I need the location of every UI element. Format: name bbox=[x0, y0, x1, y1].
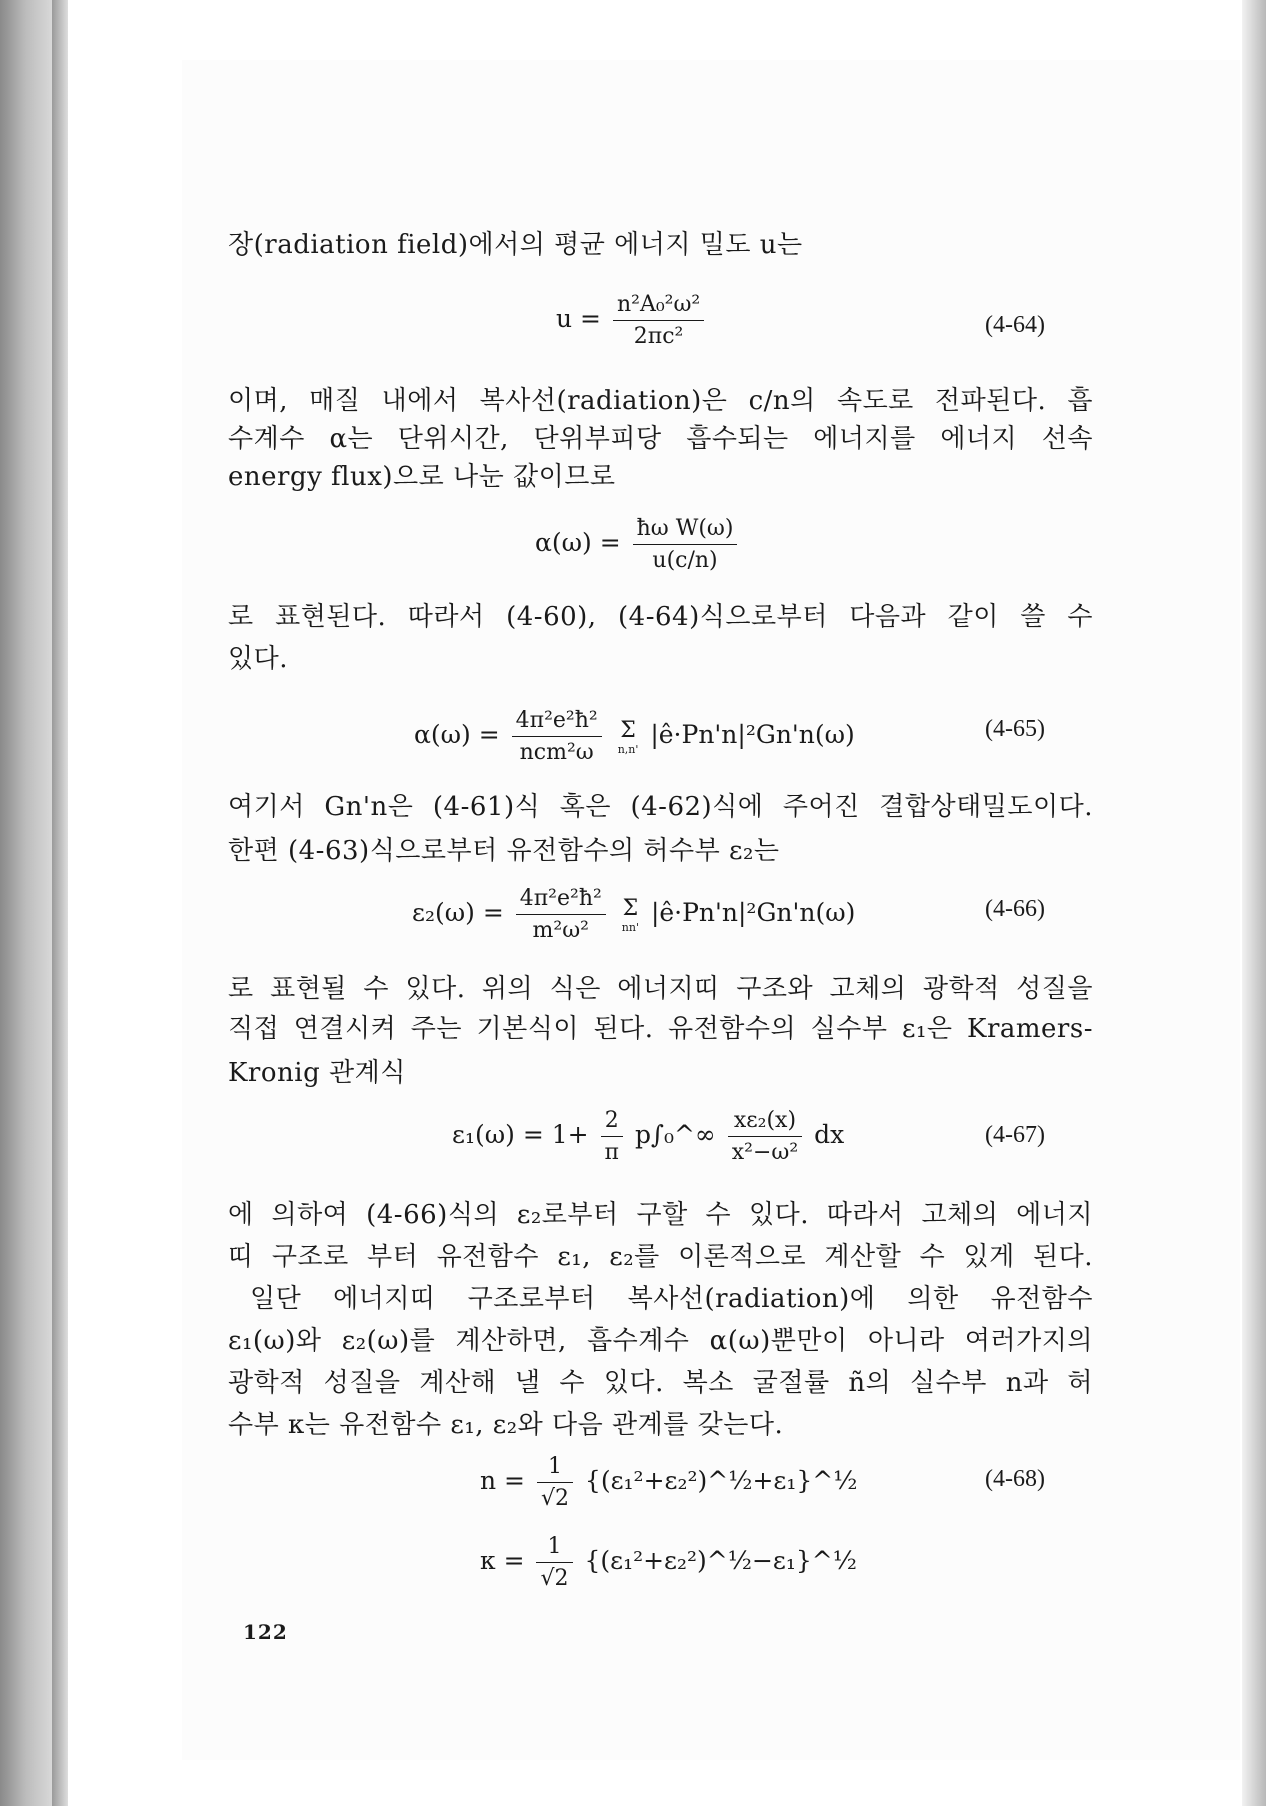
eq-lhs: ε₂(ω) = bbox=[412, 898, 504, 927]
eq-rhs: |ê·Pn'n|²Gn'n(ω) bbox=[650, 720, 855, 749]
text-line: ε₁(ω)와 ε₂(ω)를 계산하면, 흡수계수 α(ω)뿐만이 아니라 여러가지의 bbox=[228, 1326, 1093, 1356]
eq-fraction bbox=[613, 292, 704, 349]
equation-alpha bbox=[535, 516, 741, 573]
eq-rhs: {(ε₁²+ε₂²)^½−ε₁}^½ bbox=[584, 1546, 857, 1575]
equation-number: (4-64) bbox=[985, 312, 1045, 338]
equation-4-68-kappa bbox=[480, 1534, 857, 1591]
eq-numerator: n²A₀²ω² bbox=[613, 292, 704, 321]
eq-numerator: 4π²e²ħ² bbox=[512, 708, 602, 737]
eq-numerator: xε₂(x) bbox=[728, 1108, 802, 1137]
eq-fraction bbox=[601, 1108, 623, 1165]
eq-fraction bbox=[536, 1534, 572, 1591]
text-line: 광학적 성질을 계산해 낼 수 있다. 복소 굴절률 ñ의 실수부 n과 허 bbox=[228, 1368, 1093, 1398]
equation-4-64 bbox=[556, 292, 708, 349]
eq-rhs: |ê·Pn'n|²Gn'n(ω) bbox=[650, 898, 856, 927]
eq-denominator: ncm²ω bbox=[519, 740, 594, 765]
eq-rhs: dx bbox=[814, 1120, 845, 1149]
eq-numerator: 1 bbox=[536, 1534, 572, 1563]
equation-4-68-n bbox=[480, 1454, 857, 1511]
eq-fraction bbox=[537, 1454, 573, 1511]
eq-denominator: √2 bbox=[540, 1486, 569, 1511]
eq-numerator: 2 bbox=[601, 1108, 623, 1137]
text-line: energy flux)으로 나눈 값이므로 bbox=[228, 462, 616, 492]
equation-number: (4-65) bbox=[985, 716, 1045, 742]
text-line: Kronig 관계식 bbox=[228, 1058, 406, 1088]
eq-integral: p∫₀^∞ bbox=[634, 1120, 716, 1149]
eq-lhs: n = bbox=[480, 1466, 525, 1495]
text-line: 직접 연결시켜 주는 기본식이 된다. 유전함수의 실수부 ε₁은 Kramers- bbox=[228, 1014, 1093, 1044]
text-line: 수부 κ는 유전함수 ε₁, ε₂와 다음 관계를 갖는다. bbox=[228, 1410, 784, 1440]
page-right-edge bbox=[1242, 0, 1266, 1806]
eq-fraction bbox=[516, 886, 606, 943]
text-line: 수계수 α는 단위시간, 단위부피당 흡수되는 에너지를 에너지 선속 bbox=[228, 424, 1093, 454]
summation-index: n,n' bbox=[617, 742, 639, 756]
eq-numerator: 4π²e²ħ² bbox=[516, 886, 606, 915]
summation-index: nn' bbox=[621, 920, 639, 934]
eq-rhs: {(ε₁²+ε₂²)^½+ε₁}^½ bbox=[584, 1466, 858, 1495]
eq-denominator: 2πc² bbox=[633, 324, 684, 349]
text-line: 로 표현된다. 따라서 (4-60), (4-64)식으로부터 다음과 같이 쓸 수 bbox=[228, 602, 1093, 632]
eq-lhs: ε₁(ω) = 1+ bbox=[452, 1120, 589, 1149]
eq-denominator: u(c/n) bbox=[652, 548, 718, 573]
equation-number: (4-67) bbox=[985, 1122, 1045, 1148]
eq-denominator: π bbox=[604, 1140, 619, 1165]
equation-number: (4-66) bbox=[985, 896, 1045, 922]
equation-4-65 bbox=[414, 708, 855, 765]
eq-fraction bbox=[512, 708, 602, 765]
eq-numerator: ħω W(ω) bbox=[633, 516, 738, 545]
equation-4-67 bbox=[452, 1108, 844, 1165]
summation-symbol: Σ n,n' bbox=[617, 717, 639, 756]
text-line: 로 표현될 수 있다. 위의 식은 에너지띠 구조와 고체의 광학적 성질을 bbox=[228, 974, 1093, 1004]
eq-fraction bbox=[728, 1108, 802, 1165]
eq-numerator: 1 bbox=[537, 1454, 573, 1483]
text-line: 있다. bbox=[228, 644, 288, 674]
equation-4-66 bbox=[412, 886, 855, 943]
text-line: 일단 에너지띠 구조로부터 복사선(radiation)에 의한 유전함수 bbox=[250, 1284, 1093, 1314]
text-line: 띠 구조로 부터 유전함수 ε₁, ε₂를 이론적으로 계산할 수 있게 된다. bbox=[228, 1242, 1093, 1272]
text-line: 장(radiation field)에서의 평균 에너지 밀도 u는 bbox=[228, 230, 803, 260]
text-line: 이며, 매질 내에서 복사선(radiation)은 c/n의 속도로 전파된다. 흡 bbox=[228, 386, 1093, 416]
eq-lhs: u = bbox=[556, 304, 601, 333]
text-line: 에 의하여 (4-66)식의 ε₂로부터 구할 수 있다. 따라서 고체의 에너지 bbox=[228, 1200, 1093, 1230]
text-line: 여기서 Gn'n은 (4-61)식 혹은 (4-62)식에 주어진 결합상태밀도이다. bbox=[228, 792, 1093, 822]
eq-denominator: √2 bbox=[540, 1566, 569, 1591]
summation-symbol: Σ nn' bbox=[621, 895, 639, 934]
page-number: 122 bbox=[243, 1620, 288, 1644]
text-line: 한편 (4-63)식으로부터 유전함수의 허수부 ε₂는 bbox=[228, 836, 780, 866]
eq-denominator: x²−ω² bbox=[731, 1140, 799, 1165]
equation-number: (4-68) bbox=[985, 1466, 1045, 1492]
eq-lhs: α(ω) = bbox=[535, 528, 621, 557]
eq-denominator: m²ω² bbox=[532, 918, 589, 943]
eq-lhs: κ = bbox=[480, 1546, 525, 1575]
eq-fraction bbox=[633, 516, 738, 573]
eq-lhs: α(ω) = bbox=[414, 720, 500, 749]
